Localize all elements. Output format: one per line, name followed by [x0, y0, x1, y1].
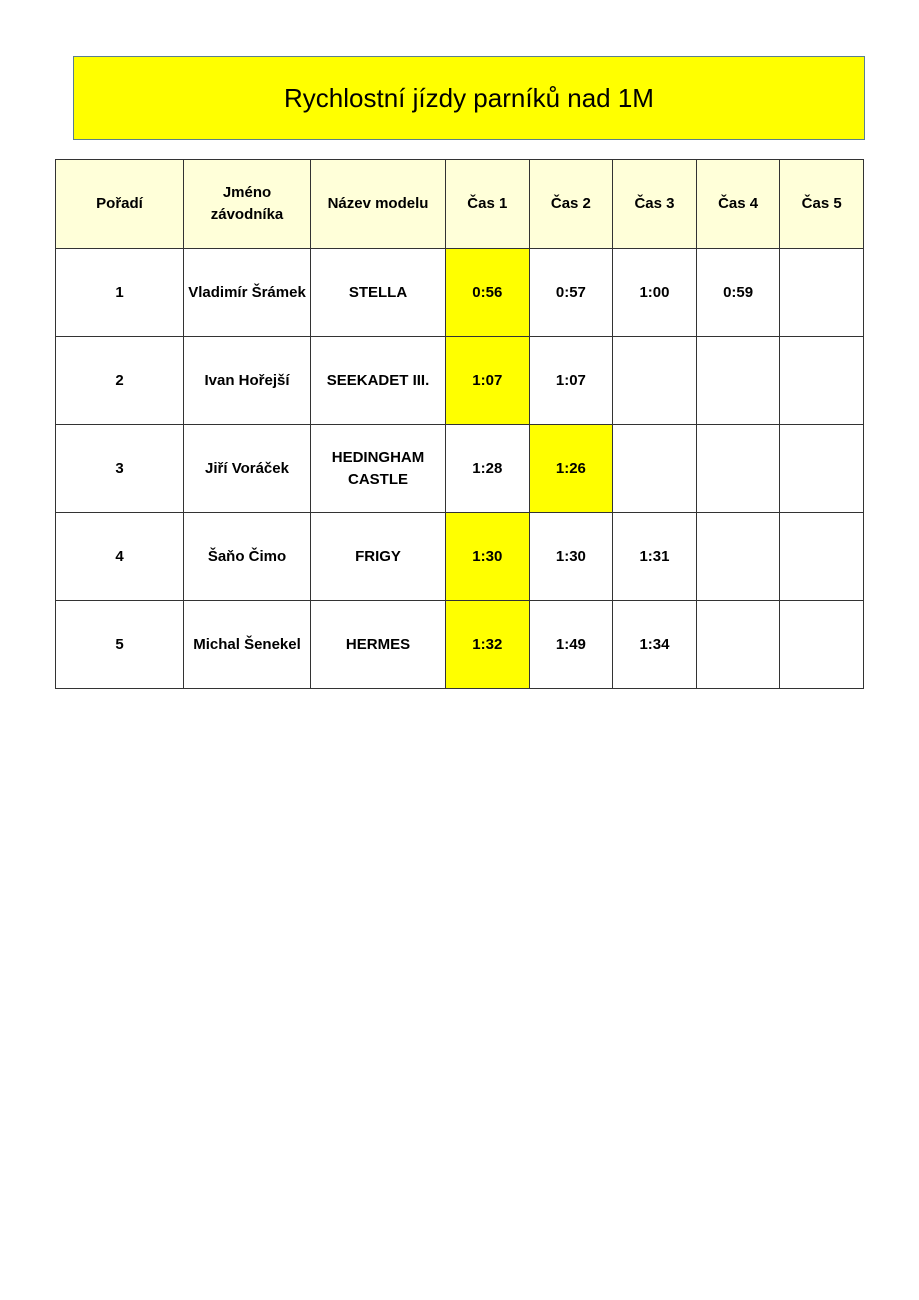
header-racer-name: Jméno závodníka [184, 160, 311, 249]
header-time-4: Čas 4 [696, 160, 780, 249]
racer-name-cell: Jiří Voráček [184, 425, 311, 513]
time-cell: 1:30 [529, 513, 613, 601]
time-cell [780, 425, 864, 513]
table-row [56, 337, 864, 425]
time-cell: 1:00 [613, 249, 697, 337]
racer-name-cell: Michal Šenekel [184, 601, 311, 689]
page-title: Rychlostní jízdy parníků nad 1M [284, 82, 654, 113]
rank-cell: 4 [56, 513, 184, 601]
model-name-cell: HERMES [311, 601, 446, 689]
header-time-1: Čas 1 [446, 160, 530, 249]
time-cell [613, 425, 697, 513]
header-time-3: Čas 3 [613, 160, 697, 249]
time-cell-best: 1:07 [446, 337, 530, 425]
time-cell [780, 337, 864, 425]
time-cell [696, 337, 780, 425]
time-cell-best: 1:26 [529, 425, 613, 513]
rank-cell: 2 [56, 337, 184, 425]
time-cell [696, 425, 780, 513]
time-cell-best: 0:56 [446, 249, 530, 337]
time-cell [780, 249, 864, 337]
header-time-2: Čas 2 [529, 160, 613, 249]
time-cell-best: 1:32 [446, 601, 530, 689]
time-cell: 0:59 [696, 249, 780, 337]
time-cell: 0:57 [529, 249, 613, 337]
header-model-name: Název modelu [311, 160, 446, 249]
table-row [56, 513, 864, 601]
time-cell: 1:49 [529, 601, 613, 689]
time-cell: 1:34 [613, 601, 697, 689]
time-cell: 1:07 [529, 337, 613, 425]
time-cell-best: 1:30 [446, 513, 530, 601]
time-cell [780, 513, 864, 601]
time-cell: 1:28 [446, 425, 530, 513]
time-cell [696, 601, 780, 689]
table-row [56, 601, 864, 689]
model-name-cell: SEEKADET III. [311, 337, 446, 425]
model-name-cell: STELLA [311, 249, 446, 337]
header-rank: Pořadí [56, 160, 184, 249]
time-cell: 1:31 [613, 513, 697, 601]
rank-cell: 5 [56, 601, 184, 689]
title-banner [73, 56, 865, 140]
rank-cell: 1 [56, 249, 184, 337]
racer-name-cell: Šaňo Čimo [184, 513, 311, 601]
results-table [55, 159, 864, 689]
racer-name-cell: Vladimír Šrámek [184, 249, 311, 337]
header-time-5: Čas 5 [780, 160, 864, 249]
racer-name-cell: Ivan Hořejší [184, 337, 311, 425]
model-name-cell: FRIGY [311, 513, 446, 601]
table-row [56, 425, 864, 513]
time-cell [696, 513, 780, 601]
time-cell [780, 601, 864, 689]
rank-cell: 3 [56, 425, 184, 513]
time-cell [613, 337, 697, 425]
table-row [56, 249, 864, 337]
header-row [56, 160, 864, 249]
model-name-cell: HEDINGHAM CASTLE [311, 425, 446, 513]
